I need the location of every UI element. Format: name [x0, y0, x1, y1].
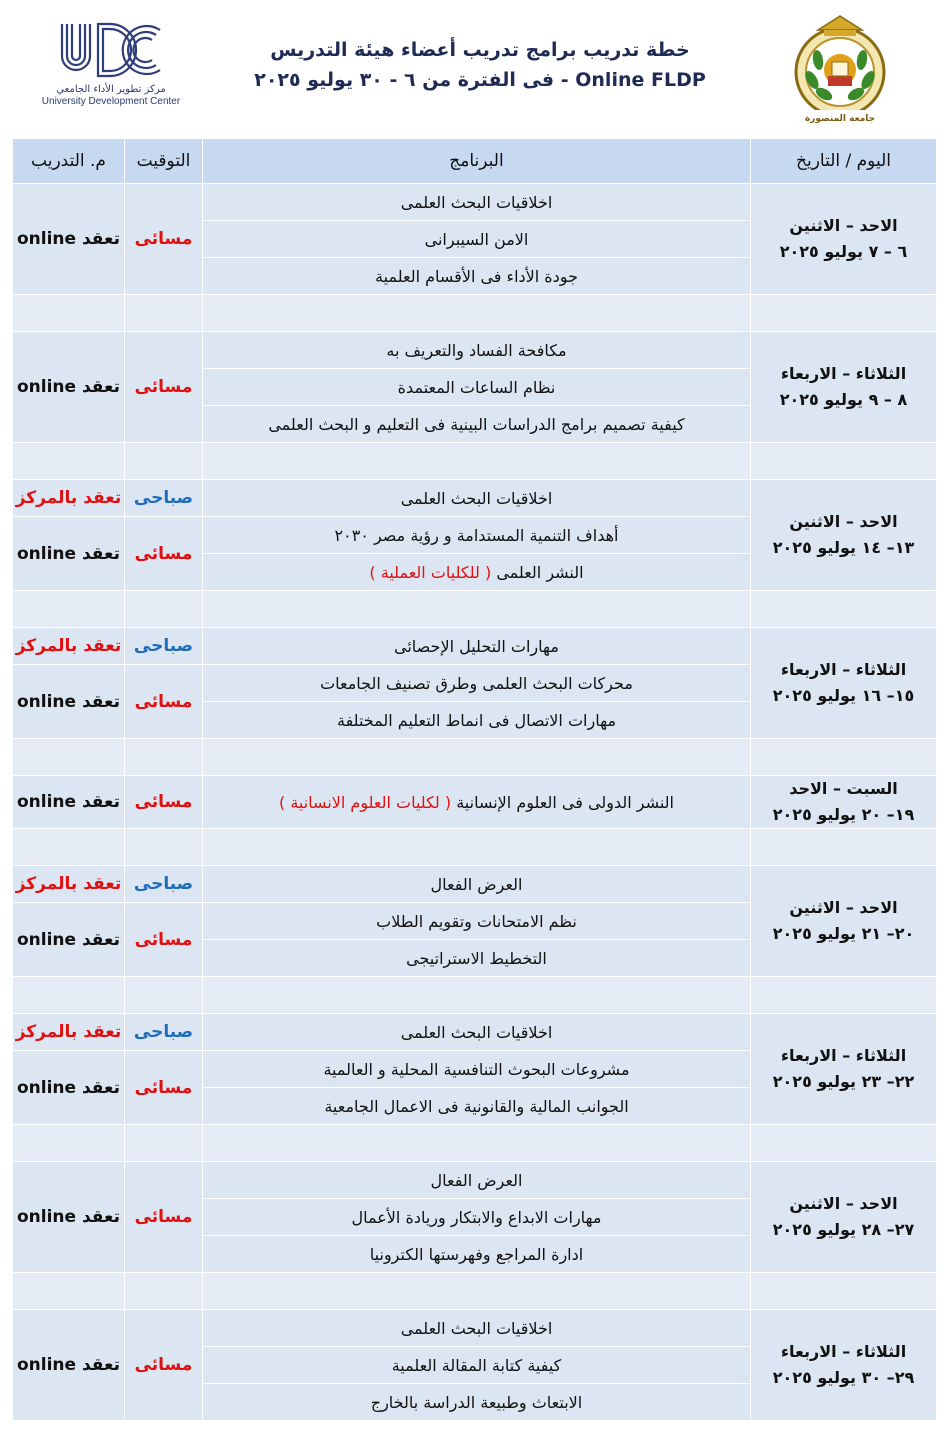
spacer-cell — [203, 295, 751, 332]
program-title: التخطيط الاستراتيجى — [406, 948, 547, 968]
time-cell: مسائى — [125, 1162, 203, 1273]
date-range: ٢٩– ٣٠ يوليو ٢٠٢٥ — [772, 1368, 915, 1387]
title-line-1: خطة تدريب برامج تدريب أعضاء هيئة التدريس — [270, 39, 690, 61]
program-cell — [203, 903, 751, 940]
spacer-cell — [125, 829, 203, 866]
spacer-cell — [751, 829, 937, 866]
time-cell: مسائى — [125, 665, 203, 739]
spacer-row — [13, 739, 937, 776]
program-title: مهارات التحليل الإحصائى — [394, 636, 559, 656]
program-cell — [203, 1384, 751, 1421]
day-names: الاحد – الاثنين — [789, 1194, 898, 1213]
spacer-cell — [13, 295, 125, 332]
program-title: جودة الأداء فى الأقسام العلمية — [375, 266, 578, 286]
spacer-row — [13, 977, 937, 1014]
spacer-cell — [13, 1273, 125, 1310]
program-cell — [203, 628, 751, 665]
spacer-cell — [751, 977, 937, 1014]
program-title: الجوانب المالية والقانونية فى الاعمال الجامعية — [324, 1096, 629, 1116]
spacer-cell — [203, 739, 751, 776]
spacer-cell — [125, 1125, 203, 1162]
page-header — [0, 0, 948, 138]
time-cell: مسائى — [125, 903, 203, 977]
program-title: مكافحة الفساد والتعريف به — [386, 340, 567, 360]
schedule-table — [12, 138, 937, 1421]
program-title: النشر الدولى فى العلوم الإنسانية — [456, 792, 674, 812]
col-header-program: البرنامج — [203, 139, 751, 184]
date-range: ١٥– ١٦ يوليو ٢٠٢٥ — [772, 686, 915, 705]
date-range: ٢٠– ٢١ يوليو ٢٠٢٥ — [772, 924, 915, 943]
program-title: نظم الامتحانات وتقويم الطلاب — [376, 911, 577, 931]
spacer-row — [13, 829, 937, 866]
spacer-cell — [203, 829, 751, 866]
date-range: ١٣– ١٤ يوليو ٢٠٢٥ — [772, 538, 915, 557]
col-header-time: التوقيت — [125, 139, 203, 184]
program-title: أهداف التنمية المستدامة و رؤية مصر ٢٠٣٠ — [334, 525, 619, 545]
udc-logo — [36, 18, 186, 128]
spacer-cell — [751, 443, 937, 480]
program-cell — [203, 517, 751, 554]
day-date-cell — [751, 480, 937, 591]
program-cell — [203, 1236, 751, 1273]
date-range: ٨ – ٩ يوليو ٢٠٢٥ — [779, 390, 908, 409]
program-cell — [203, 1014, 751, 1051]
title-line-2: Online FLDP - فى الفترة من ٦ - ٣٠ يوليو ٢٠٢٥ — [254, 69, 706, 91]
spacer-cell — [203, 1125, 751, 1162]
program-title: اخلاقيات البحث العلمى — [400, 1318, 553, 1338]
day-names: الاحد – الاثنين — [789, 898, 898, 917]
spacer-cell — [13, 443, 125, 480]
day-names: الثلاثاء – الاربعاء — [780, 660, 907, 679]
training-mode-cell: تعقد online — [13, 184, 125, 295]
program-cell — [203, 258, 751, 295]
program-cell — [203, 940, 751, 977]
spacer-cell — [203, 1273, 751, 1310]
day-date-cell — [751, 628, 937, 739]
program-title: الابتعاث وطبيعة الدراسة بالخارج — [370, 1392, 583, 1412]
spacer-cell — [203, 591, 751, 628]
spacer-row — [13, 591, 937, 628]
table-row — [13, 628, 937, 665]
spacer-cell — [203, 443, 751, 480]
training-mode-cell: تعقد online — [13, 665, 125, 739]
program-title: محركات البحث العلمى وطرق تصنيف الجامعات — [320, 673, 633, 693]
program-title: اخلاقيات البحث العلمى — [400, 1022, 553, 1042]
spacer-cell — [125, 1273, 203, 1310]
spacer-cell — [751, 295, 937, 332]
program-title: العرض الفعال — [430, 874, 523, 894]
time-cell: مسائى — [125, 1310, 203, 1421]
spacer-cell — [13, 1125, 125, 1162]
spacer-cell — [125, 977, 203, 1014]
time-cell: صباحى — [125, 1014, 203, 1051]
spacer-row — [13, 1125, 937, 1162]
training-mode-cell: تعقد online — [13, 903, 125, 977]
training-mode-cell: تعقد online — [13, 1051, 125, 1125]
spacer-cell — [13, 829, 125, 866]
program-cell — [203, 1347, 751, 1384]
table-row — [13, 776, 937, 829]
spacer-cell — [13, 977, 125, 1014]
day-names: السبت – الاحد — [789, 779, 898, 798]
program-title: مشروعات البحوث التنافسية المحلية و العالمية — [323, 1059, 630, 1079]
udc-mark-icon — [56, 18, 166, 82]
spacer-cell — [125, 443, 203, 480]
program-cell — [203, 221, 751, 258]
mansoura-university-logo — [788, 10, 892, 130]
date-range: ٢٧– ٢٨ يوليو ٢٠٢٥ — [772, 1220, 915, 1239]
time-cell: صباحى — [125, 628, 203, 665]
program-cell — [203, 1199, 751, 1236]
program-cell — [203, 776, 751, 829]
day-date-cell — [751, 866, 937, 977]
day-names: الاحد – الاثنين — [789, 216, 898, 235]
program-note: ( للكليات العملية ) — [369, 562, 492, 582]
page-title — [220, 35, 740, 95]
program-cell — [203, 1310, 751, 1347]
spacer-cell — [125, 295, 203, 332]
training-mode-cell: تعقد online — [13, 332, 125, 443]
table-row — [13, 1014, 937, 1051]
training-mode-cell: تعقد online — [13, 1310, 125, 1421]
program-cell — [203, 665, 751, 702]
program-title: النشر العلمى — [496, 562, 584, 582]
schedule-body — [13, 184, 937, 1421]
spacer-cell — [125, 739, 203, 776]
table-row — [13, 332, 937, 369]
program-note: ( لكليات العلوم الانسانية ) — [278, 792, 452, 812]
program-title: مهارات الابداع والابتكار وريادة الأعمال — [351, 1207, 602, 1227]
program-title: كيفية تصميم برامج الدراسات البينية فى التعليم و البحث العلمى — [268, 414, 685, 434]
training-mode-cell: تعقد بالمركز — [13, 866, 125, 903]
day-date-cell — [751, 1310, 937, 1421]
table-row — [13, 866, 937, 903]
time-cell: مسائى — [125, 332, 203, 443]
day-date-cell — [751, 1014, 937, 1125]
training-mode-cell: تعقد بالمركز — [13, 628, 125, 665]
table-row — [13, 1310, 937, 1347]
program-cell — [203, 1051, 751, 1088]
udc-english-name: University Development Center — [41, 96, 181, 107]
table-row — [13, 1162, 937, 1199]
program-title: اخلاقيات البحث العلمى — [400, 488, 553, 508]
col-header-day-date: اليوم / التاريخ — [751, 139, 937, 184]
training-mode-cell: تعقد بالمركز — [13, 1014, 125, 1051]
day-date-cell — [751, 184, 937, 295]
col-header-mode: م. التدريب — [13, 139, 125, 184]
program-cell — [203, 184, 751, 221]
day-date-cell — [751, 1162, 937, 1273]
seal-text-arabic: جامعة المنصورة — [804, 114, 876, 124]
spacer-cell — [125, 591, 203, 628]
spacer-cell — [13, 739, 125, 776]
time-cell: مسائى — [125, 184, 203, 295]
date-range: ٦ – ٧ يوليو ٢٠٢٥ — [779, 242, 908, 261]
training-mode-cell: تعقد online — [13, 776, 125, 829]
training-mode-cell: تعقد بالمركز — [13, 480, 125, 517]
program-cell — [203, 406, 751, 443]
udc-arabic-name: مركز تطوير الأداء الجامعي — [56, 84, 166, 95]
date-range: ١٩– ٢٠ يوليو ٢٠٢٥ — [772, 805, 915, 824]
spacer-cell — [751, 739, 937, 776]
program-title: اخلاقيات البحث العلمى — [400, 192, 553, 212]
spacer-cell — [751, 591, 937, 628]
mansoura-seal-icon — [788, 10, 892, 130]
training-mode-cell: تعقد online — [13, 1162, 125, 1273]
program-cell — [203, 866, 751, 903]
spacer-cell — [203, 977, 751, 1014]
time-cell: صباحى — [125, 866, 203, 903]
program-title: ادارة المراجع وفهرستها الكترونيا — [369, 1244, 584, 1264]
program-cell — [203, 332, 751, 369]
spacer-row — [13, 1273, 937, 1310]
spacer-cell — [13, 591, 125, 628]
program-title: مهارات الاتصال فى انماط التعليم المختلفة — [336, 710, 617, 730]
day-names: الاحد – الاثنين — [789, 512, 898, 531]
program-title: نظام الساعات المعتمدة — [397, 377, 556, 397]
time-cell: مسائى — [125, 776, 203, 829]
program-cell — [203, 554, 751, 591]
day-date-cell — [751, 776, 937, 829]
training-mode-cell: تعقد online — [13, 517, 125, 591]
table-row — [13, 184, 937, 221]
spacer-row — [13, 295, 937, 332]
program-cell — [203, 1162, 751, 1199]
program-title: الامن السيبرانى — [424, 229, 529, 249]
day-names: الثلاثاء – الاربعاء — [780, 364, 907, 383]
program-cell — [203, 369, 751, 406]
spacer-row — [13, 443, 937, 480]
date-range: ٢٢– ٢٣ يوليو ٢٠٢٥ — [772, 1072, 915, 1091]
program-cell — [203, 480, 751, 517]
time-cell: مسائى — [125, 1051, 203, 1125]
spacer-cell — [751, 1273, 937, 1310]
table-row — [13, 480, 937, 517]
spacer-cell — [751, 1125, 937, 1162]
program-cell — [203, 1088, 751, 1125]
day-names: الثلاثاء – الاربعاء — [780, 1342, 907, 1361]
program-title: العرض الفعال — [430, 1170, 523, 1190]
time-cell: مسائى — [125, 517, 203, 591]
day-names: الثلاثاء – الاربعاء — [780, 1046, 907, 1065]
program-cell — [203, 702, 751, 739]
program-title: كيفية كتابة المقالة العلمية — [391, 1355, 562, 1375]
table-header-row — [13, 139, 937, 184]
time-cell: صباحى — [125, 480, 203, 517]
day-date-cell — [751, 332, 937, 443]
